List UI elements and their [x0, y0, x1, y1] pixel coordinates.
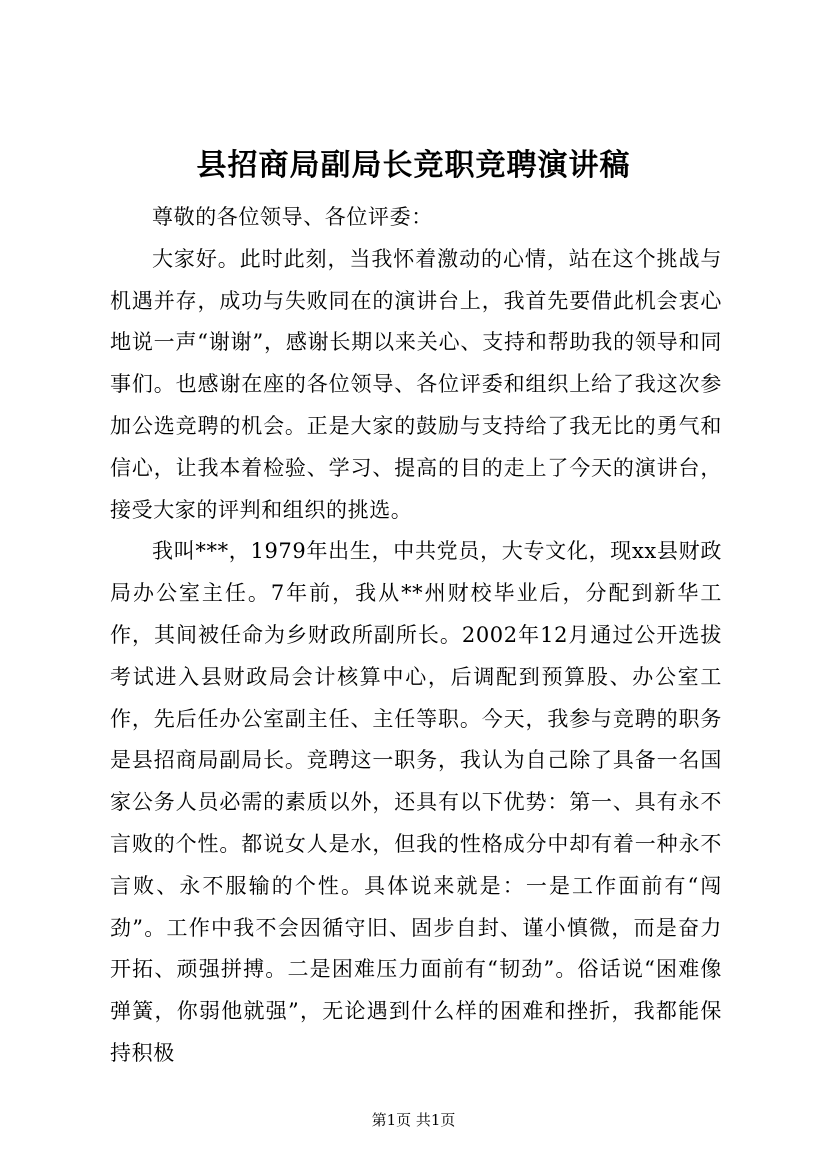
- body-paragraph: 我叫***，1979年出生，中共党员，大专文化，现xx县财政局办公室主任。7年前，我从**州财校毕业后，分配到新华工作，其间被任命为乡财政所副所长。2002年12月通过公开选拔考试进入县财政局会计核算中心，后调配到预算股、办公室工作，先后任办公室副主任、主任等职。今天，我参与竞聘的职务是县招商局副局长。竞聘这一职务，我认为自己除了具备一名国家公务人员必需的素质以外，还具有以下优势：第一、具有永不言败的个性。都说女人是水，但我的性格成分中却有着一种永不言败、永不服输的个性。具体说来就是：一是工作面前有“闯劲”。工作中我不会因循守旧、固步自封、谨小慎微，而是奋力开拓、顽强拼搏。二是困难压力面前有“韧劲”。俗话说“困难像弹簧，你弱他就强”，无论遇到什么样的困难和挫折，我都能保持积极: [110, 539, 722, 1065]
- document-title: 县招商局副局长竞职竞聘演讲稿: [196, 148, 631, 183]
- body-paragraph: 大家好。此时此刻，当我怀着激动的心情，站在这个挑战与机遇并存，成功与失败同在的演讲台上，我首先要借此机会衷心地说一声“谢谢”，感谢长期以来关心、支持和帮助我的领导和同事们。也感谢在座的各位领导、各位评委和组织上给了我这次参加公选竞聘的机会。正是大家的鼓励与支持给了我无比的勇气和信心，让我本着检验、学习、提高的目的走上了今天的演讲台，接受大家的评判和组织的挑选。: [110, 246, 722, 522]
- page-footer: 第1页 共1页: [371, 1111, 456, 1129]
- document-body: [110, 197, 722, 1075]
- salutation-paragraph: 尊敬的各位领导、各位评委：: [152, 205, 433, 229]
